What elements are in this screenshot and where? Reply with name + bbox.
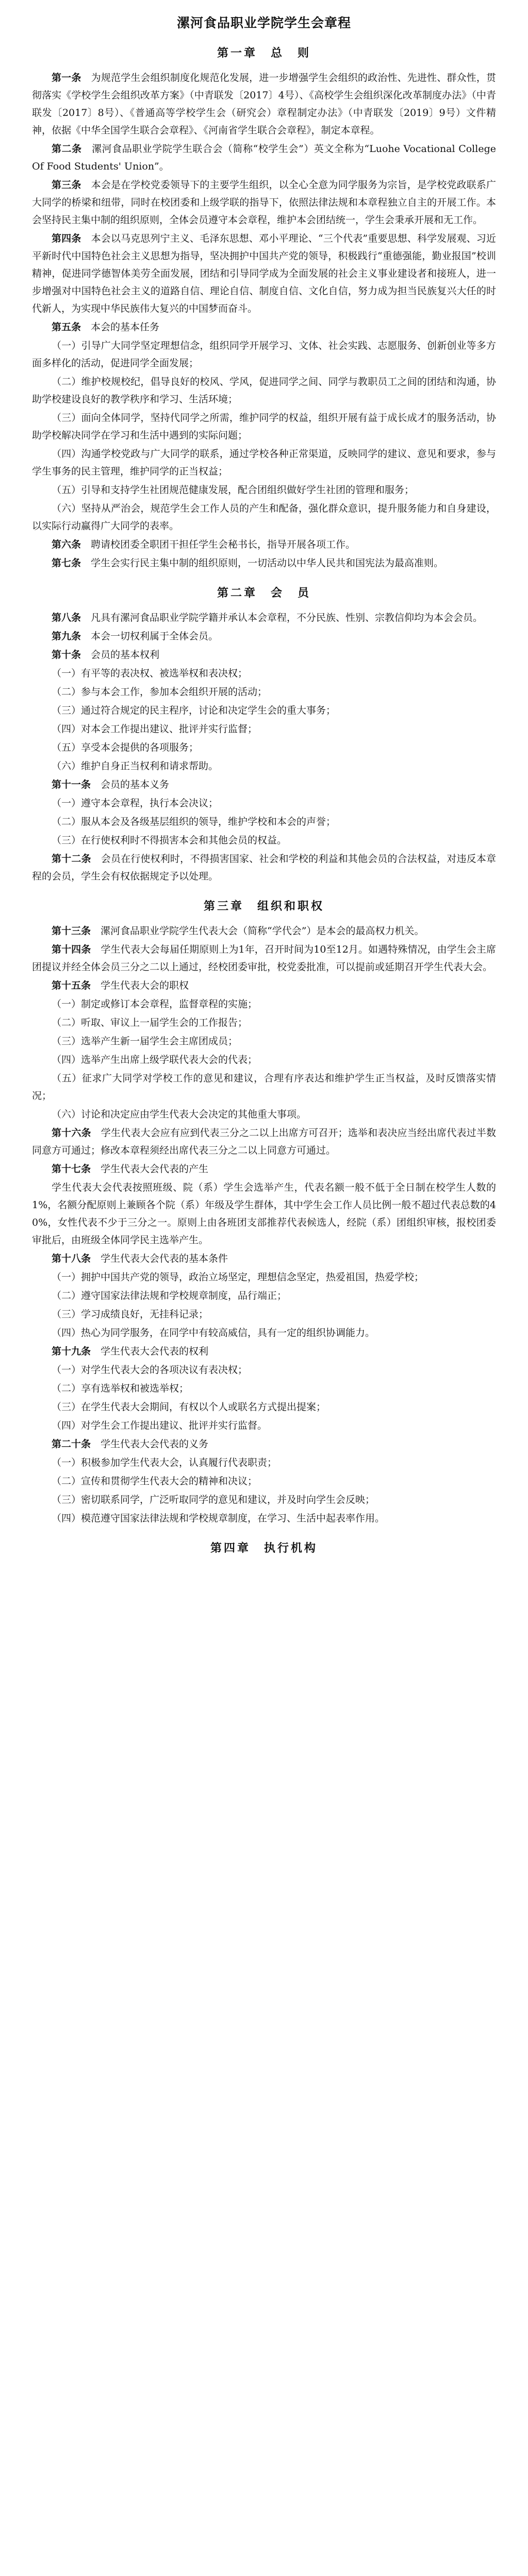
article-paragraph (32, 1268, 496, 1286)
chapter-heading: 第一章 总 则 (217, 46, 311, 60)
article-paragraph (32, 1380, 496, 1397)
article-paragraph (32, 702, 496, 719)
chapter-heading: 第三章 组织和职权 (203, 900, 324, 913)
article-text: （四）对学生会工作提出建议、批评并实行监督。 (52, 1420, 268, 1431)
article-text: （四）选举产生出席上级学联代表大会的代表； (52, 1054, 258, 1065)
article-number: 第十二条 (52, 853, 91, 865)
article-text: （三）面向全体同学，坚持代同学之所需，维护同学的权益，组织开展有益于成长成才的服务活动，协助学校解决同学在学习和生活中遇到的实际问题； (32, 412, 496, 441)
article-number: 第三条 (52, 179, 81, 191)
article-text: 学生代表大会代表的义务 (101, 1438, 209, 1450)
article-text: 会员的基本权利 (91, 649, 160, 660)
article-text: （四）热心为同学服务，在同学中有较高威信，具有一定的组织协调能力。 (52, 1327, 375, 1338)
article-paragraph (32, 1070, 496, 1105)
article-text: 学生代表大会代表的产生 (101, 1163, 209, 1175)
article-paragraph (32, 683, 496, 701)
article-text: （六）维护自身正当权利和请求帮助。 (52, 760, 219, 772)
article-paragraph (32, 850, 496, 885)
article-paragraph (32, 1106, 496, 1123)
article-gap (81, 72, 91, 83)
article-paragraph (32, 665, 496, 682)
article-paragraph (32, 500, 496, 535)
article-paragraph (32, 337, 496, 372)
article-text: （三）在行使权利时不得损害本会和其他会员的权益。 (52, 835, 287, 846)
article-paragraph (32, 1417, 496, 1434)
article-gap (91, 1253, 101, 1264)
article-paragraph (32, 1343, 496, 1360)
article-number: 第二十条 (52, 1438, 91, 1450)
article-number: 第十三条 (52, 925, 91, 937)
article-text: （六）讨论和决定应由学生代表大会决定的其他重大事项。 (52, 1109, 307, 1120)
article-paragraph (32, 1014, 496, 1031)
article-text: （一）积极参加学生代表大会，认真履行代表职责； (52, 1457, 277, 1468)
article-number: 第十八条 (52, 1253, 91, 1264)
document-body (32, 45, 496, 1556)
article-gap (81, 179, 91, 191)
article-number: 第七条 (52, 557, 81, 569)
article-paragraph (32, 1361, 496, 1379)
article-paragraph (32, 1510, 496, 1527)
article-text: （二）维护校规校纪，倡导良好的校风、学风，促进同学之间、同学与教职员工之间的团结和沟通，协助学校建设良好的教学秩序和学习、生活环境； (32, 376, 496, 405)
article-text: （二）参与本会工作，参加本会组织开展的活动； (52, 686, 268, 698)
article-gap (81, 557, 91, 569)
article-text: （五）引导和支持学生社团规范健康发展，配合团组织做好学生社团的管理和服务； (52, 484, 415, 496)
article-paragraph (32, 739, 496, 756)
article-paragraph (32, 536, 496, 553)
article-gap (82, 143, 92, 155)
article-paragraph (32, 1435, 496, 1453)
article-text: （一）有平等的表决权、被选举权和表决权； (52, 668, 248, 679)
article-number: 第十五条 (52, 980, 91, 991)
article-text: （二）享有选举权和被选举权； (52, 1383, 189, 1394)
article-paragraph (32, 409, 496, 444)
article-text: （三）密切联系同学，广泛听取同学的意见和建议，并及时向学生会反映； (52, 1494, 375, 1505)
article-text: 学生代表大会的职权 (101, 980, 189, 991)
article-gap (91, 1346, 101, 1357)
article-paragraph (32, 813, 496, 831)
article-text: 漯河食品职业学院学生联合会（简称“校学生会”）英文全称为“Luohe Vocational College Of Food Students' Union”。 (32, 143, 496, 172)
article-text: （二）听取、审议上一届学生会的工作报告； (52, 1017, 248, 1028)
article-number: 第十六条 (52, 1127, 91, 1139)
article-number: 第一条 (52, 72, 81, 83)
article-text: 会员在行使权利时，不得损害国家、社会和学校的利益和其他会员的合法权益，对违反本章程的会员，学生会有权依据规定予以处理。 (32, 853, 496, 882)
article-gap (91, 779, 101, 790)
article-gap (91, 1127, 101, 1139)
article-paragraph (32, 445, 496, 480)
article-text: （一）对学生代表大会的各项决议有表决权； (52, 1364, 248, 1376)
article-gap (91, 853, 101, 865)
article-text: （二）宣传和贯彻学生代表大会的精神和决议； (52, 1476, 258, 1487)
article-paragraph (32, 922, 496, 940)
article-text: （五）享受本会提供的各项服务； (52, 742, 199, 753)
article-text: （三）在学生代表大会期间，有权以个人或联名方式提出提案； (52, 1401, 326, 1413)
article-gap (81, 631, 91, 642)
article-text: 凡具有漯河食品职业学院学籍并承认本会章程，不分民族、性别、宗教信仰均为本会会员。 (91, 612, 483, 623)
article-paragraph (32, 1306, 496, 1323)
article-number: 第六条 (52, 539, 81, 550)
article-paragraph (32, 941, 496, 976)
article-text: 学生代表大会代表的基本条件 (101, 1253, 228, 1264)
article-text: 学生代表大会代表的权利 (101, 1346, 209, 1357)
article-gap (81, 612, 91, 623)
article-paragraph (32, 1287, 496, 1304)
article-paragraph (32, 318, 496, 336)
article-paragraph (32, 1051, 496, 1069)
article-paragraph (32, 794, 496, 812)
article-gap (91, 925, 101, 937)
article-paragraph (32, 995, 496, 1013)
article-paragraph (32, 1032, 496, 1050)
article-paragraph (32, 140, 496, 175)
article-paragraph (32, 757, 496, 775)
chapter-heading: 第二章 会 员 (217, 586, 311, 600)
article-text: 学生会实行民主集中制的组织原则，一切活动以中华人民共和国宪法为最高准则。 (91, 557, 444, 569)
article-paragraph (32, 481, 496, 499)
article-text: 本会一切权利属于全体会员。 (91, 631, 219, 642)
article-text: 为规范学生会组织制度化规范化发展，进一步增强学生会组织的政治性、先进性、群众性，贯彻落实《学校学生会组织改革方案》（中青联发〔2017〕4号）、《高校学生会组织深化改革制度办法》（中青联发〔2017〕8号）、《普通高等学校学生会（研究会）章程制定办法》（中青联发〔2019〕9号）文件精神，依据《中华全国学生联合会章程》、《河南省学生联合会章程》，制定本章程。 (32, 72, 496, 136)
chapter-section (32, 899, 496, 1527)
article-gap (91, 1438, 101, 1450)
document-page (32, 0, 496, 1556)
article-text: （一）遵守本会章程，执行本会决议； (52, 798, 219, 809)
article-text: （一）引导广大同学坚定理想信念，组织同学开展学习、文体、社会实践、志愿服务、创新创业等多方面多样化的活动，促进同学全面发展； (32, 340, 496, 369)
article-paragraph (32, 646, 496, 664)
article-text: （四）对本会工作提出建议、批评并实行监督； (52, 723, 258, 735)
article-gap (91, 944, 101, 955)
article-paragraph (32, 1324, 496, 1342)
article-text: 本会是在学校党委领导下的主要学生组织，以全心全意为同学服务为宗旨，是学校党政联系广大同学的桥梁和纽带，同时在校团委和上级学联的指导下，依照法律法规和本章程独立自主的开展工作。本会坚持民主集中制的组织原则，全体会员遵守本会章程，维护本会团结统一，学生会秉承开展和无工作。 (32, 179, 496, 226)
article-paragraph (32, 609, 496, 626)
chapter-heading: 第四章 执行机构 (210, 1541, 318, 1555)
article-number: 第十九条 (52, 1346, 91, 1357)
article-text: （三）学习成绩良好，无挂科记录； (52, 1309, 209, 1320)
article-number: 第十四条 (52, 944, 91, 955)
article-text: 本会以马克思列宁主义、毛泽东思想、邓小平理论、“三个代表”重要思想、科学发展观、习近平新时代中国特色社会主义思想为指导，坚决拥护中国共产党的领导，积极践行“重德强能，勤业报国”校训精神，促进同学德智体美劳全面发展，团结和引导同学成为全面发展的社会主义事业建设者和接班人，进一步增强对中国特色社会主义的道路自信、理论自信、制度自信、文化自信，努力成为担当民族复兴大任的时代新人，为实现中华民族伟大复兴的中国梦而奋斗。 (32, 233, 496, 314)
article-text: 本会的基本任务 (91, 321, 160, 333)
article-text: 漯河食品职业学院学生代表大会（简称“学代会”）是本会的最高权力机关。 (101, 925, 424, 937)
article-paragraph (32, 1491, 496, 1509)
article-text: （四）沟通学校党政与广大同学的联系，通过学校各种正常渠道，反映同学的建议、意见和要求，参与学生事务的民主管理，维护同学的正当权益； (32, 448, 496, 477)
article-gap (81, 649, 91, 660)
article-text: （四）模范遵守国家法律法规和学校规章制度，在学习、生活中起表率作用。 (52, 1513, 385, 1524)
article-paragraph (32, 1250, 496, 1267)
article-number: 第四条 (52, 233, 81, 244)
article-text: 学生代表大会每届任期原则上为1年，召开时间为10至12月。如遇特殊情况，由学生会主席团提议并经全体会员三分之二以上通过，经校团委审批，校党委批准，可以提前或延期召开学生代表大会。 (32, 944, 496, 973)
article-paragraph (32, 1472, 496, 1490)
article-paragraph (32, 628, 496, 645)
article-text: （一）制定或修订本会章程，监督章程的实施； (52, 998, 258, 1010)
article-paragraph (32, 1398, 496, 1416)
article-number: 第八条 (52, 612, 81, 623)
article-paragraph (32, 1179, 496, 1249)
article-paragraph (32, 1160, 496, 1178)
document-title: 漯河食品职业学院学生会章程 (176, 15, 351, 30)
article-number: 第二条 (52, 143, 82, 155)
article-paragraph (32, 230, 496, 317)
article-gap (81, 321, 91, 333)
chapter-section (32, 585, 496, 885)
article-paragraph (32, 832, 496, 849)
chapter-section (32, 1540, 496, 1556)
article-paragraph (32, 977, 496, 994)
article-number: 第五条 (52, 321, 81, 333)
article-text: （五）征求广大同学对学校工作的意见和建议，合理有序表达和维护学生正当权益，及时反馈落实情况； (32, 1073, 496, 1101)
article-paragraph (32, 554, 496, 572)
article-text: （三）通过符合规定的民主程序，讨论和决定学生会的重大事务； (52, 705, 336, 716)
article-paragraph (32, 776, 496, 793)
article-number: 第十七条 (52, 1163, 91, 1175)
article-text: 学生代表大会代表按照班级、院（系）学生会选举产生，代表名额一般不低于全日制在校学生人数的1%，名额分配原则上兼顾各个院（系）年级及学生群体，其中学生会工作人员比例一般不超过代表总数的40%，女性代表不少于三分之一。原则上由各班团支部推荐代表候选人，经院（系）团组织审核，报校团委审批后，由班级全体同学民主选举产生。 (32, 1182, 496, 1246)
article-paragraph (32, 1454, 496, 1471)
article-text: 聘请校团委全职团干担任学生会秘书长，指导开展各项工作。 (91, 539, 356, 550)
article-text: （三）选举产生新一届学生会主席团成员； (52, 1036, 238, 1047)
article-paragraph (32, 720, 496, 738)
article-paragraph (32, 1124, 496, 1159)
article-paragraph (32, 373, 496, 408)
article-text: 会员的基本义务 (101, 779, 170, 790)
article-text: （六）坚持从严治会，规范学生会工作人员的产生和配备，强化群众意识，提升服务能力和自身建设，以实际行动赢得广大同学的表率。 (32, 503, 496, 532)
article-gap (91, 980, 101, 991)
article-text: （一）拥护中国共产党的领导，政治立场坚定，理想信念坚定，热爱祖国，热爱学校； (52, 1272, 424, 1283)
article-text: （二）服从本会及各级基层组织的领导，维护学校和本会的声誉； (52, 816, 336, 827)
article-gap (91, 1163, 101, 1175)
article-number: 第十一条 (52, 779, 91, 790)
article-paragraph (32, 69, 496, 139)
article-gap (81, 539, 91, 550)
article-number: 第九条 (52, 631, 81, 642)
article-text: （二）遵守国家法律法规和学校规章制度，品行端正； (52, 1290, 287, 1301)
article-number: 第十条 (52, 649, 81, 660)
article-paragraph (32, 176, 496, 229)
article-gap (81, 233, 91, 244)
article-text: 学生代表大会应有应到代表三分之二以上出席方可召开；选举和表决应当经出席代表过半数同意方可通过；修改本章程须经出席代表三分之二以上同意方可通过。 (32, 1127, 496, 1156)
chapter-section (32, 45, 496, 572)
